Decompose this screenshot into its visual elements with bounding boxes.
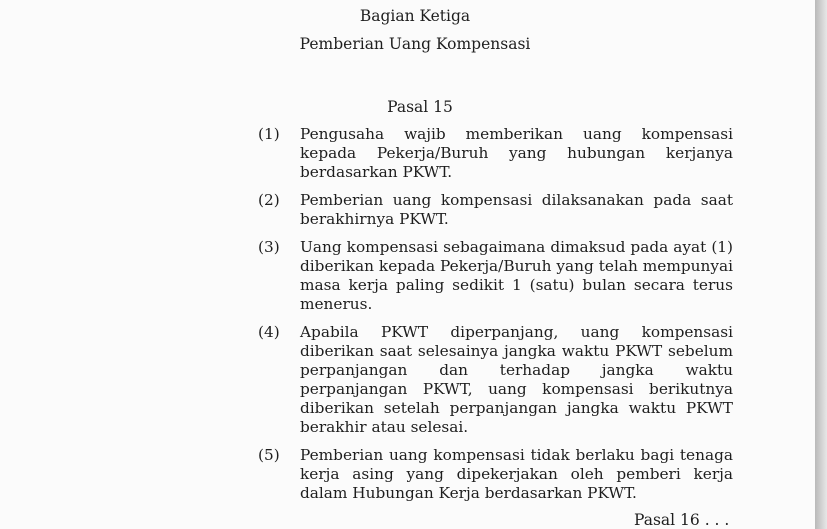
next-page-marker: Pasal 16 . . .	[634, 511, 730, 529]
clause-text: Pemberian uang kompensasi dilaksanakan pada saat berakhirnya PKWT.	[300, 191, 733, 228]
clause-3	[258, 238, 733, 314]
clause-4	[258, 323, 733, 437]
section-subtitle: Pemberian Uang Kompensasi	[299, 35, 531, 53]
section-title: Bagian Ketiga	[359, 7, 471, 25]
clause-number: (5)	[258, 446, 280, 464]
clause-1	[258, 125, 733, 182]
clause-text: Uang kompensasi sebagaimana dimaksud pada ayat (1) diberikan kepada Pekerja/Buruh yang telah mempunyai masa kerja paling sedikit 1 (satu) bulan secara terus menerus.	[300, 238, 733, 313]
page-edge	[815, 0, 827, 529]
clause-2	[258, 191, 733, 229]
clause-text: Pengusaha wajib memberikan uang kompensasi kepada Pekerja/Buruh yang hubungan kerjanya berdasarkan PKWT.	[300, 125, 733, 181]
article-clauses	[258, 125, 733, 512]
clause-text: Pemberian uang kompensasi tidak berlaku bagi tenaga kerja asing yang dipekerjakan oleh pemberi kerja dalam Hubungan Kerja berdasarkan PKWT.	[300, 446, 733, 502]
clause-text: Apabila PKWT diperpanjang, uang kompensasi diberikan saat selesainya jangka waktu PKWT sebelum perpanjangan dan terhadap jangka waktu perpanjangan PKWT, uang kompensasi berikutnya diberikan setelah perpanjangan jangka waktu PKWT berakhir atau selesai.	[300, 323, 733, 436]
clause-5	[258, 446, 733, 503]
clause-number: (4)	[258, 323, 280, 341]
clause-number: (1)	[258, 125, 280, 143]
clause-number: (2)	[258, 191, 280, 209]
clause-number: (3)	[258, 238, 280, 256]
article-title: Pasal 15	[387, 98, 453, 116]
